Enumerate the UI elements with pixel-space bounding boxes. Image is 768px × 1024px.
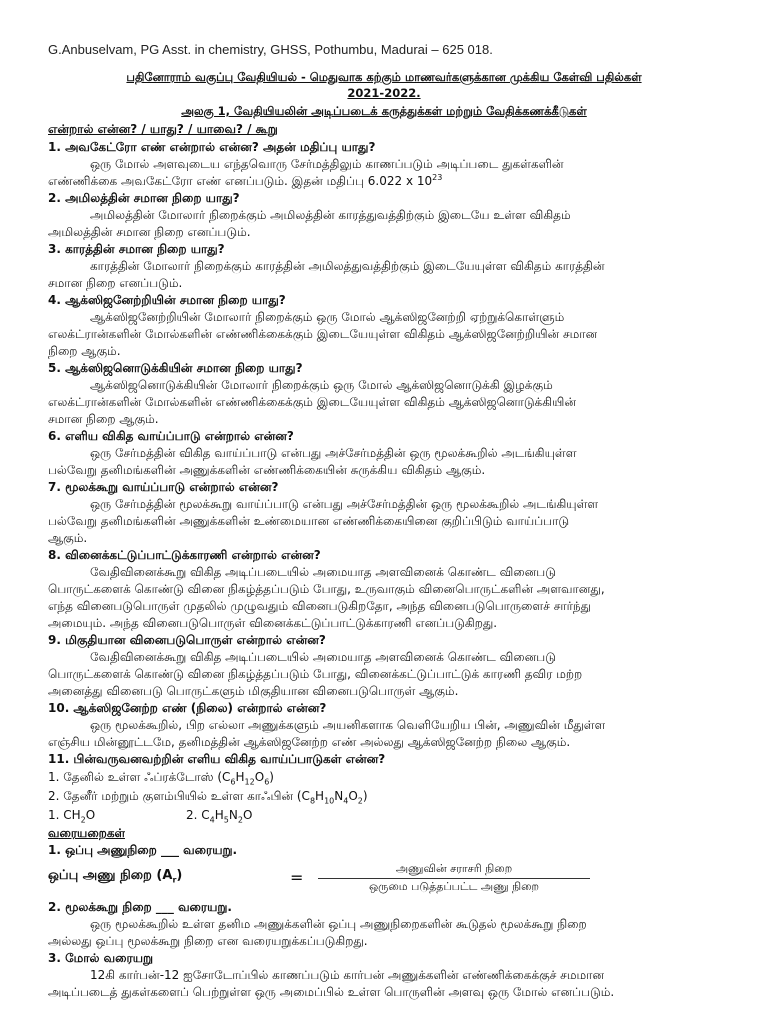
answer-8-line-3: எந்த வினைபடுபொருள் முதலில் முழுவதும் வினைபடுகிறதோ, அந்த வினைபடுபொருளைச் சார்ந்து: [48, 599, 591, 613]
formula-denominator: ஒருமை படுத்தப்பட்ட அணு நிறை: [368, 880, 540, 893]
definition-2-line-2: அல்லது ஒப்பு மூலக்கூறு நிறை என வரையறுக்கப்படுகிறது.: [48, 934, 368, 948]
question-11-item-2: 2. தேனீர் மற்றும் குளம்பியில் உள்ள காஃபின் $(C_8H_{10}N_4O_2)$: [48, 789, 368, 804]
question-8: 8. வினைக்கட்டுப்பாட்டுக்காரணி என்றால் என்ன?: [48, 548, 321, 562]
answer-8-line-1: வேதிவினைக்கூறு விகித அடிப்படையில் அமையாத அளவினைக் கொண்ட வினைபடு: [90, 565, 556, 579]
answer-1-line-1: ஒரு மோல் அளவுடைய எந்தவொரு சேர்மத்திலும் காணப்படும் அடிப்படை துகள்களின்: [90, 157, 564, 171]
answer-2-line-1: அமிலத்தின் மோலார் நிறைக்கும் அமிலத்தின் காரத்துவத்திற்கும் இடையே உள்ள விகிதம்: [90, 208, 571, 222]
question-3: 3. காரத்தின் சமான நிறை யாது?: [48, 242, 225, 256]
question-10: 10. ஆக்ஸிஜனேற்ற எண் (நிலை) என்றால் என்ன?: [48, 701, 327, 715]
document-title: பதினோராம் வகுப்பு வேதியியல் - மெதுவாக கற்கும் மாணவர்களுக்கான முக்கிய கேள்வி பதில்கள்: [126, 70, 642, 84]
definitions-heading: வரையறைகள்: [48, 826, 126, 840]
answer-3-line-1: காரத்தின் மோலார் நிறைக்கும் காரத்தின் அமிலத்துவத்திற்கும் இடையேயுள்ள விகிதம் காரத்தின்: [90, 259, 605, 273]
definition-3-question: 3. மோல் வரையறு: [48, 951, 154, 965]
formula-lhs: ஒப்பு அணு நிறை $(A_r)$: [48, 868, 183, 885]
answer-5-line-1: ஆக்ஸிஜனொடுக்கியின் மோலார் நிறைக்கும் ஒரு மோல் ஆக்ஸிஜனொடுக்கி இழக்கும்: [90, 378, 553, 392]
answer-11-item-1: 1. $CH_2O$: [48, 808, 96, 823]
answer-5-line-3: சமான நிறை ஆகும்.: [48, 412, 159, 426]
question-2: 2. அமிலத்தின் சமான நிறை யாது?: [48, 191, 240, 205]
answer-4-line-1: ஆக்ஸிஜனேற்றியின் மோலார் நிறைக்கும் ஒரு மோல் ஆக்ஸிஜனேற்றி ஏற்றுக்கொள்ளும்: [90, 310, 565, 324]
definition-3-line-1: 12கி கார்பன்-12 ஐசோடோப்பில் காணப்படும் கார்பன் அணுக்களின் எண்ணிக்கைக்குச் சமமான: [90, 968, 605, 982]
question-11-item-1: 1. தேனில் உள்ள ஃப்ரக்டோஸ் $(C_6H_{12}O_6)$: [48, 770, 274, 785]
answer-9-line-3: அனைத்து வினைபடு பொருட்களும் மிகுதியான வினைபடுபொருள் ஆகும்.: [48, 684, 459, 698]
question-5: 5. ஆக்ஸிஜனொடுக்கியின் சமான நிறை யாது?: [48, 361, 303, 375]
answer-4-line-3: நிறை ஆகும்.: [48, 344, 121, 358]
answer-11-item-2: 2. $C_4H_5N_2O$: [186, 808, 253, 823]
answer-6-line-2: பல்வேறு தனிமங்களின் அணுக்களின் எண்ணிக்கையின் சுருக்கிய விகிதம் ஆகும்.: [48, 463, 486, 477]
answer-9-line-2: பொருட்களைக் கொண்டு வினை நிகழ்த்தப்படும் போது, வினைக்கட்டுப்பாட்டுக் காரணி தவிர மற்ற: [48, 667, 583, 681]
relative-atomic-mass-formula: [48, 862, 648, 894]
formula-numerator: அணுவின் சராசரி நிறை: [395, 862, 513, 875]
answer-9-line-1: வேதிவினைக்கூறு விகித அடிப்படையில் அமையாத அளவினைக் கொண்ட வினைபடு: [90, 650, 556, 664]
answer-4-line-2: எலக்ட்ரான்களின் மோல்களின் எண்ணிக்கைக்கும் இடையேயுள்ள விகிதம் ஆக்ஸிஜனேற்றியின் சமான: [48, 327, 598, 341]
section-heading: என்றால் என்ன? / யாது? / யாவை? / கூறு: [48, 122, 278, 136]
answer-3-line-2: சமான நிறை எனப்படும்.: [48, 276, 183, 290]
question-1: 1. அவகேட்ரோ எண் என்றால் என்ன? அதன் மதிப்பு யாது?: [48, 140, 376, 154]
answer-10-line-1: ஒரு மூலக்கூறில், பிற எல்லா அணுக்களும் அயனிகளாக வெளியேறிய பின், அணுவின் மீதுள்ள: [90, 718, 606, 732]
answer-7-line-1: ஒரு சேர்மத்தின் மூலக்கூறு வாய்ப்பாடு என்பது அச்சேர்மத்தின் ஒரு மூலக்கூறில் அடங்கியுள்ள: [90, 497, 599, 511]
answer-5-line-2: எலக்ட்ரான்களின் மோல்களின் எண்ணிக்கைக்கும் இடையேயுள்ள விகிதம் ஆக்ஸிஜனொடுக்கியின்: [48, 395, 577, 409]
definition-3-line-2: அடிப்படைத் துகள்களைப் பெற்றுள்ள ஒரு அமைப்பில் உள்ள பொருளின் அளவு ஒரு மோல் எனப்படும்.: [48, 985, 615, 999]
author-header: G.Anbuselvam, PG Asst. in chemistry, GHSS, Pothumbu, Madurai – 625 018.: [48, 42, 493, 57]
fraction-bar: [318, 878, 590, 879]
question-9: 9. மிகுதியான வினைபடுபொருள் என்றால் என்ன?: [48, 633, 326, 647]
definition-1-question: 1. ஒப்பு அணுநிறை ___ வரையறு.: [48, 843, 238, 857]
question-11: 11. பின்வருவனவற்றின் எளிய விகித வாய்ப்பாடுகள் என்ன?: [48, 752, 386, 766]
answer-8-line-4: அமையும். அந்த வினைபடுபொருள் வினைக்கட்டுப்பாட்டுக்காரணி எனப்படுகிறது.: [48, 616, 498, 630]
document-year: 2021-2022.: [347, 86, 421, 100]
answer-10-line-2: எஞ்சிய மின்னூட்டமே, தனிமத்தின் ஆக்ஸிஜனேற்ற எண் அல்லது ஆக்ஸிஜனேற்ற நிலை ஆகும்.: [48, 735, 571, 749]
question-7: 7. மூலக்கூறு வாய்ப்பாடு என்றால் என்ன?: [48, 480, 279, 494]
definition-2-question: 2. மூலக்கூறு நிறை ___ வரையறு.: [48, 900, 232, 914]
formula-equals: =: [290, 868, 304, 887]
answer-6-line-1: ஒரு சேர்மத்தின் விகித வாய்ப்பாடு என்பது அச்சேர்மத்தின் ஒரு மூலக்கூறில் அடங்கியுள்ள: [90, 446, 577, 460]
definition-2-line-1: ஒரு மூலக்கூறில் உள்ள தனிம அணுக்களின் ஒப்பு அணுநிறைகளின் கூடுதல் மூலக்கூறு நிறை: [90, 917, 587, 931]
unit-title: அலகு 1, வேதியியலின் அடிப்படைக் கருத்துக்கள் மற்றும் வேதிக்கணக்கீடுகள்: [181, 104, 587, 118]
answer-8-line-2: பொருட்களைக் கொண்டு வினை நிகழ்த்தப்படும் போது, உருவாகும் வினைபொருட்களின் அளவானது,: [48, 582, 605, 596]
answer-1-line-2: எண்ணிக்கை அவகேட்ரோ எண் எனப்படும். இதன் மதிப்பு 6.022 x $10^{23}$: [48, 174, 443, 188]
question-6: 6. எளிய விகித வாய்ப்பாடு என்றால் என்ன?: [48, 429, 294, 443]
answer-7-line-2: பல்வேறு தனிமங்களின் அணுக்களின் உண்மையான எண்ணிக்கையினை குறிப்பிடும் வாய்ப்பாடு: [48, 514, 570, 528]
question-4: 4. ஆக்ஸிஜனேற்றியின் சமான நிறை யாது?: [48, 293, 286, 307]
answer-2-line-2: அமிலத்தின் சமான நிறை எனப்படும்.: [48, 225, 251, 239]
answer-7-line-3: ஆகும்.: [48, 531, 88, 545]
